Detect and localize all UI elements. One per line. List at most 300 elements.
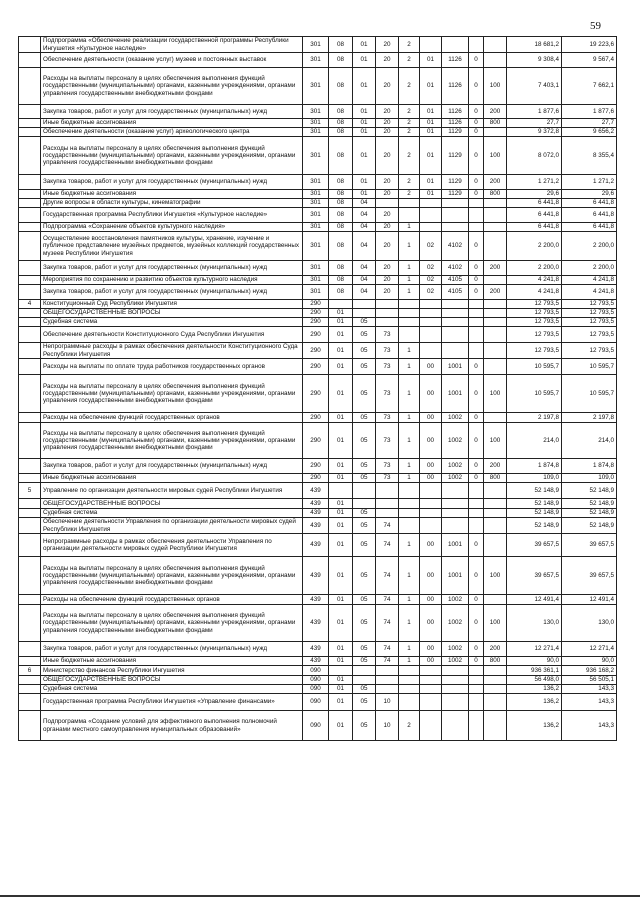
code-program bbox=[376, 685, 399, 694]
code-expense-type: 800 bbox=[484, 474, 507, 483]
row-number bbox=[19, 208, 41, 223]
code-section: 01 bbox=[329, 534, 353, 557]
code-extra bbox=[469, 694, 484, 711]
amount-year-1: 8 072,0 bbox=[507, 137, 562, 175]
item-name: Иные бюджетные ассигнования bbox=[41, 657, 303, 666]
code-program: 73 bbox=[376, 343, 399, 359]
row-number bbox=[19, 375, 41, 413]
code-extra: 0 bbox=[469, 261, 484, 276]
code-subprogram: 2 bbox=[399, 68, 420, 105]
code-subsection: 05 bbox=[353, 375, 376, 413]
code-subprogram: 1 bbox=[399, 261, 420, 276]
code-extra bbox=[469, 676, 484, 685]
row-number bbox=[19, 68, 41, 105]
code-gov: 290 bbox=[303, 413, 329, 423]
amount-year-2: 4 241,8 bbox=[562, 276, 617, 285]
amount-year-2: 9 656,2 bbox=[562, 128, 617, 137]
row-number bbox=[19, 595, 41, 605]
code-extra bbox=[469, 666, 484, 676]
code-extra: 0 bbox=[469, 137, 484, 175]
code-section: 08 bbox=[329, 68, 353, 105]
code-section: 08 bbox=[329, 261, 353, 276]
table-row bbox=[19, 37, 617, 53]
code-measure bbox=[420, 208, 442, 223]
amount-year-1: 52 148,9 bbox=[507, 483, 562, 499]
code-program: 20 bbox=[376, 53, 399, 68]
amount-year-2: 29,6 bbox=[562, 190, 617, 199]
amount-year-2: 12 793,5 bbox=[562, 318, 617, 327]
code-gov: 290 bbox=[303, 375, 329, 413]
code-subsection: 04 bbox=[353, 276, 376, 285]
amount-year-1: 52 148,9 bbox=[507, 518, 562, 534]
item-name: Расходы на выплаты персоналу в целях обеспечения выполнения функций государственными (муниципальными) органами, казенными учреждениями, органами управления государственными внебюджетными фондами bbox=[41, 375, 303, 413]
code-direction bbox=[442, 711, 469, 741]
code-extra: 0 bbox=[469, 423, 484, 459]
code-section: 08 bbox=[329, 232, 353, 261]
code-direction: 1126 bbox=[442, 53, 469, 68]
code-measure: 01 bbox=[420, 119, 442, 128]
code-direction: 1001 bbox=[442, 557, 469, 595]
code-expense-type bbox=[484, 413, 507, 423]
code-expense-type bbox=[484, 359, 507, 375]
code-measure: 02 bbox=[420, 285, 442, 300]
code-program: 73 bbox=[376, 459, 399, 474]
code-subprogram bbox=[399, 509, 420, 518]
item-name: Другие вопросы в области культуры, кинематографии bbox=[41, 199, 303, 208]
amount-year-2: 109,0 bbox=[562, 474, 617, 483]
table-row bbox=[19, 175, 617, 190]
amount-year-2: 12 271,4 bbox=[562, 642, 617, 657]
code-subsection bbox=[353, 676, 376, 685]
amount-year-1: 10 595,7 bbox=[507, 375, 562, 413]
code-direction bbox=[442, 676, 469, 685]
item-name: Обеспечение деятельности Конституционного Суда Республики Ингушетия bbox=[41, 327, 303, 343]
amount-year-1: 1 877,6 bbox=[507, 105, 562, 119]
code-measure: 00 bbox=[420, 423, 442, 459]
row-number bbox=[19, 53, 41, 68]
code-subprogram: 1 bbox=[399, 413, 420, 423]
code-direction: 1002 bbox=[442, 423, 469, 459]
amount-year-2: 1 271,2 bbox=[562, 175, 617, 190]
code-section bbox=[329, 483, 353, 499]
row-number bbox=[19, 223, 41, 232]
table-row bbox=[19, 309, 617, 318]
amount-year-2: 1 874,8 bbox=[562, 459, 617, 474]
row-number bbox=[19, 657, 41, 666]
amount-year-2: 130,0 bbox=[562, 605, 617, 642]
code-subsection: 05 bbox=[353, 343, 376, 359]
row-number: 4 bbox=[19, 300, 41, 309]
code-direction: 1002 bbox=[442, 474, 469, 483]
code-subsection: 05 bbox=[353, 534, 376, 557]
code-program: 73 bbox=[376, 375, 399, 413]
code-program bbox=[376, 509, 399, 518]
code-direction: 1126 bbox=[442, 105, 469, 119]
code-extra: 0 bbox=[469, 474, 484, 483]
code-subprogram: 2 bbox=[399, 137, 420, 175]
code-extra bbox=[469, 309, 484, 318]
code-measure bbox=[420, 676, 442, 685]
code-measure: 00 bbox=[420, 605, 442, 642]
code-subprogram: 1 bbox=[399, 285, 420, 300]
code-gov: 301 bbox=[303, 199, 329, 208]
amount-year-1: 2 197,8 bbox=[507, 413, 562, 423]
code-program: 20 bbox=[376, 175, 399, 190]
amount-year-2: 12 491,4 bbox=[562, 595, 617, 605]
code-section bbox=[329, 300, 353, 309]
row-number bbox=[19, 413, 41, 423]
amount-year-2: 12 793,5 bbox=[562, 327, 617, 343]
amount-year-1: 12 793,5 bbox=[507, 343, 562, 359]
code-measure bbox=[420, 666, 442, 676]
code-measure: 02 bbox=[420, 261, 442, 276]
code-direction bbox=[442, 327, 469, 343]
amount-year-1: 6 441,8 bbox=[507, 208, 562, 223]
code-measure: 00 bbox=[420, 413, 442, 423]
code-gov: 301 bbox=[303, 232, 329, 261]
amount-year-1: 29,6 bbox=[507, 190, 562, 199]
code-section: 08 bbox=[329, 285, 353, 300]
code-extra: 0 bbox=[469, 105, 484, 119]
code-extra bbox=[469, 327, 484, 343]
code-measure: 01 bbox=[420, 137, 442, 175]
code-extra: 0 bbox=[469, 190, 484, 199]
code-direction bbox=[442, 300, 469, 309]
amount-year-2: 9 567,4 bbox=[562, 53, 617, 68]
table-row bbox=[19, 327, 617, 343]
code-direction bbox=[442, 518, 469, 534]
code-subprogram: 1 bbox=[399, 459, 420, 474]
row-number bbox=[19, 309, 41, 318]
code-measure: 00 bbox=[420, 375, 442, 413]
code-gov: 090 bbox=[303, 711, 329, 741]
code-subprogram bbox=[399, 199, 420, 208]
amount-year-1: 936 361,1 bbox=[507, 666, 562, 676]
row-number bbox=[19, 190, 41, 199]
code-expense-type bbox=[484, 499, 507, 509]
item-name: Обеспечение деятельности (оказание услуг) археологического центра bbox=[41, 128, 303, 137]
code-program: 73 bbox=[376, 327, 399, 343]
code-extra bbox=[469, 199, 484, 208]
code-measure bbox=[420, 37, 442, 53]
code-subsection: 05 bbox=[353, 518, 376, 534]
code-direction: 1126 bbox=[442, 68, 469, 105]
code-extra bbox=[469, 37, 484, 53]
code-program: 74 bbox=[376, 642, 399, 657]
code-section: 01 bbox=[329, 642, 353, 657]
code-program bbox=[376, 499, 399, 509]
code-program: 10 bbox=[376, 694, 399, 711]
code-gov: 301 bbox=[303, 68, 329, 105]
bottom-scan-line bbox=[0, 895, 640, 897]
code-subprogram: 1 bbox=[399, 557, 420, 595]
row-number bbox=[19, 499, 41, 509]
code-measure: 02 bbox=[420, 232, 442, 261]
row-number bbox=[19, 534, 41, 557]
code-section: 08 bbox=[329, 276, 353, 285]
code-subsection: 05 bbox=[353, 642, 376, 657]
code-direction: 4105 bbox=[442, 285, 469, 300]
code-subsection: 01 bbox=[353, 190, 376, 199]
code-direction bbox=[442, 309, 469, 318]
code-subprogram bbox=[399, 208, 420, 223]
code-section: 08 bbox=[329, 175, 353, 190]
code-subprogram bbox=[399, 676, 420, 685]
item-name: Непрограммные расходы в рамках обеспечения деятельности Конституционного Суда Республики Ингушетия bbox=[41, 343, 303, 359]
code-extra: 0 bbox=[469, 175, 484, 190]
item-name: Закупка товаров, работ и услуг для государственных (муниципальных) нужд bbox=[41, 285, 303, 300]
code-subprogram bbox=[399, 327, 420, 343]
code-gov: 301 bbox=[303, 37, 329, 53]
code-program bbox=[376, 483, 399, 499]
code-program: 74 bbox=[376, 557, 399, 595]
row-number: 5 bbox=[19, 483, 41, 499]
code-direction bbox=[442, 666, 469, 676]
code-subsection: 01 bbox=[353, 53, 376, 68]
amount-year-1: 2 200,0 bbox=[507, 232, 562, 261]
code-section: 08 bbox=[329, 53, 353, 68]
row-number bbox=[19, 276, 41, 285]
code-expense-type: 800 bbox=[484, 190, 507, 199]
item-name: Подпрограмма «Обеспечение реализации государственной программы Республики Ингушетия «Культурное наследие» bbox=[41, 37, 303, 53]
item-name: Обеспечение деятельности (оказание услуг) музеев и постоянных выставок bbox=[41, 53, 303, 68]
code-extra bbox=[469, 208, 484, 223]
code-measure bbox=[420, 483, 442, 499]
code-gov: 290 bbox=[303, 474, 329, 483]
code-program: 10 bbox=[376, 711, 399, 741]
code-gov: 290 bbox=[303, 318, 329, 327]
code-direction bbox=[442, 509, 469, 518]
amount-year-2: 214,0 bbox=[562, 423, 617, 459]
row-number bbox=[19, 137, 41, 175]
code-gov: 290 bbox=[303, 309, 329, 318]
code-program: 20 bbox=[376, 37, 399, 53]
code-measure: 01 bbox=[420, 68, 442, 105]
code-expense-type: 100 bbox=[484, 557, 507, 595]
amount-year-1: 1 874,8 bbox=[507, 459, 562, 474]
code-gov: 301 bbox=[303, 137, 329, 175]
row-number bbox=[19, 711, 41, 741]
amount-year-1: 90,0 bbox=[507, 657, 562, 666]
code-section: 01 bbox=[329, 518, 353, 534]
code-subprogram: 1 bbox=[399, 223, 420, 232]
code-expense-type: 100 bbox=[484, 605, 507, 642]
code-extra bbox=[469, 223, 484, 232]
code-expense-type bbox=[484, 711, 507, 741]
code-section: 01 bbox=[329, 343, 353, 359]
item-name: ОБЩЕГОСУДАРСТВЕННЫЕ ВОПРОСЫ bbox=[41, 676, 303, 685]
code-direction: 1001 bbox=[442, 359, 469, 375]
code-subsection bbox=[353, 309, 376, 318]
code-gov: 301 bbox=[303, 285, 329, 300]
amount-year-1: 2 200,0 bbox=[507, 261, 562, 276]
code-expense-type bbox=[484, 276, 507, 285]
code-program: 20 bbox=[376, 105, 399, 119]
table-row bbox=[19, 261, 617, 276]
code-extra bbox=[469, 483, 484, 499]
code-subsection: 05 bbox=[353, 423, 376, 459]
amount-year-2: 39 657,5 bbox=[562, 557, 617, 595]
item-name: Судебная система bbox=[41, 509, 303, 518]
code-program: 73 bbox=[376, 474, 399, 483]
code-subsection: 05 bbox=[353, 657, 376, 666]
table-row bbox=[19, 53, 617, 68]
amount-year-1: 4 241,8 bbox=[507, 276, 562, 285]
code-subprogram: 1 bbox=[399, 657, 420, 666]
table-row bbox=[19, 666, 617, 676]
code-subsection bbox=[353, 666, 376, 676]
code-expense-type bbox=[484, 53, 507, 68]
row-number bbox=[19, 128, 41, 137]
code-program: 20 bbox=[376, 232, 399, 261]
amount-year-2: 52 148,9 bbox=[562, 483, 617, 499]
item-name: Иные бюджетные ассигнования bbox=[41, 119, 303, 128]
code-direction: 4102 bbox=[442, 232, 469, 261]
code-gov: 439 bbox=[303, 483, 329, 499]
code-gov: 439 bbox=[303, 557, 329, 595]
code-gov: 290 bbox=[303, 343, 329, 359]
code-subsection: 04 bbox=[353, 223, 376, 232]
table-row bbox=[19, 128, 617, 137]
code-gov: 301 bbox=[303, 53, 329, 68]
code-gov: 439 bbox=[303, 657, 329, 666]
amount-year-2: 143,3 bbox=[562, 685, 617, 694]
code-subprogram: 1 bbox=[399, 375, 420, 413]
table-row bbox=[19, 557, 617, 595]
amount-year-1: 7 403,1 bbox=[507, 68, 562, 105]
code-direction: 1002 bbox=[442, 413, 469, 423]
item-name: Судебная система bbox=[41, 318, 303, 327]
code-subsection bbox=[353, 499, 376, 509]
item-name: ОБЩЕГОСУДАРСТВЕННЫЕ ВОПРОСЫ bbox=[41, 309, 303, 318]
row-number bbox=[19, 518, 41, 534]
amount-year-1: 12 793,5 bbox=[507, 300, 562, 309]
amount-year-1: 12 793,5 bbox=[507, 309, 562, 318]
code-expense-type: 200 bbox=[484, 459, 507, 474]
code-measure bbox=[420, 499, 442, 509]
amount-year-2: 143,3 bbox=[562, 711, 617, 741]
code-expense-type bbox=[484, 666, 507, 676]
code-program: 20 bbox=[376, 119, 399, 128]
table-row bbox=[19, 509, 617, 518]
code-subprogram: 1 bbox=[399, 359, 420, 375]
code-direction: 4102 bbox=[442, 261, 469, 276]
code-gov: 290 bbox=[303, 300, 329, 309]
row-number bbox=[19, 343, 41, 359]
item-name: Подпрограмма «Сохранение объектов культурного наследия» bbox=[41, 223, 303, 232]
table-row bbox=[19, 318, 617, 327]
amount-year-2: 90,0 bbox=[562, 657, 617, 666]
row-number bbox=[19, 676, 41, 685]
row-number bbox=[19, 318, 41, 327]
code-gov: 290 bbox=[303, 423, 329, 459]
code-expense-type bbox=[484, 37, 507, 53]
code-section: 01 bbox=[329, 685, 353, 694]
amount-year-2: 7 662,1 bbox=[562, 68, 617, 105]
code-program: 74 bbox=[376, 657, 399, 666]
code-measure bbox=[420, 318, 442, 327]
code-direction bbox=[442, 694, 469, 711]
code-extra: 0 bbox=[469, 534, 484, 557]
code-extra: 0 bbox=[469, 276, 484, 285]
code-subsection: 01 bbox=[353, 68, 376, 105]
code-extra: 0 bbox=[469, 459, 484, 474]
code-extra: 0 bbox=[469, 375, 484, 413]
code-subprogram bbox=[399, 518, 420, 534]
code-subprogram: 2 bbox=[399, 119, 420, 128]
code-measure bbox=[420, 343, 442, 359]
code-section: 01 bbox=[329, 413, 353, 423]
code-direction bbox=[442, 223, 469, 232]
code-gov: 301 bbox=[303, 190, 329, 199]
code-gov: 290 bbox=[303, 359, 329, 375]
code-expense-type: 800 bbox=[484, 119, 507, 128]
code-program: 73 bbox=[376, 413, 399, 423]
code-measure bbox=[420, 309, 442, 318]
code-expense-type bbox=[484, 685, 507, 694]
code-direction: 1129 bbox=[442, 137, 469, 175]
code-extra: 0 bbox=[469, 53, 484, 68]
code-section: 08 bbox=[329, 208, 353, 223]
code-subprogram bbox=[399, 309, 420, 318]
amount-year-2: 12 793,5 bbox=[562, 300, 617, 309]
table-row bbox=[19, 232, 617, 261]
code-measure bbox=[420, 711, 442, 741]
code-expense-type bbox=[484, 509, 507, 518]
item-name: Осуществление восстановления памятников культуры, хранение, изучение и публичное представление музейных предметов, музейных коллекций государственных музеев Республики Ингушетия bbox=[41, 232, 303, 261]
code-extra: 0 bbox=[469, 128, 484, 137]
table-row bbox=[19, 694, 617, 711]
code-subsection: 05 bbox=[353, 685, 376, 694]
code-subprogram: 2 bbox=[399, 105, 420, 119]
code-section: 08 bbox=[329, 199, 353, 208]
table-row bbox=[19, 685, 617, 694]
code-section: 08 bbox=[329, 223, 353, 232]
item-name: Непрограммные расходы в рамках обеспечения деятельности Управления по организации деятельности мировых судей Республики Ингушетия bbox=[41, 534, 303, 557]
code-extra: 0 bbox=[469, 119, 484, 128]
item-name: Расходы на выплаты персоналу в целях обеспечения выполнения функций государственными (муниципальными) органами, казенными учреждениями, органами управления государственными внебюджетными фондами bbox=[41, 423, 303, 459]
code-expense-type bbox=[484, 676, 507, 685]
code-direction bbox=[442, 199, 469, 208]
code-expense-type: 100 bbox=[484, 375, 507, 413]
code-gov: 090 bbox=[303, 694, 329, 711]
code-section: 01 bbox=[329, 499, 353, 509]
code-gov: 439 bbox=[303, 642, 329, 657]
table-row bbox=[19, 199, 617, 208]
amount-year-2: 39 657,5 bbox=[562, 534, 617, 557]
amount-year-2: 1 877,6 bbox=[562, 105, 617, 119]
code-expense-type bbox=[484, 318, 507, 327]
amount-year-2: 10 595,7 bbox=[562, 359, 617, 375]
item-name: Закупка товаров, работ и услуг для государственных (муниципальных) нужд bbox=[41, 642, 303, 657]
code-program bbox=[376, 300, 399, 309]
code-subprogram: 2 bbox=[399, 711, 420, 741]
amount-year-1: 12 793,5 bbox=[507, 327, 562, 343]
code-subsection bbox=[353, 300, 376, 309]
code-direction: 1129 bbox=[442, 190, 469, 199]
table-row bbox=[19, 605, 617, 642]
amount-year-1: 52 148,9 bbox=[507, 499, 562, 509]
row-number bbox=[19, 509, 41, 518]
code-subprogram: 2 bbox=[399, 53, 420, 68]
code-extra bbox=[469, 685, 484, 694]
amount-year-1: 9 308,4 bbox=[507, 53, 562, 68]
code-measure: 01 bbox=[420, 105, 442, 119]
row-number: 6 bbox=[19, 666, 41, 676]
code-subsection: 05 bbox=[353, 595, 376, 605]
code-program bbox=[376, 318, 399, 327]
item-name: Управление по организации деятельности мировых судей Республики Ингушетия bbox=[41, 483, 303, 499]
